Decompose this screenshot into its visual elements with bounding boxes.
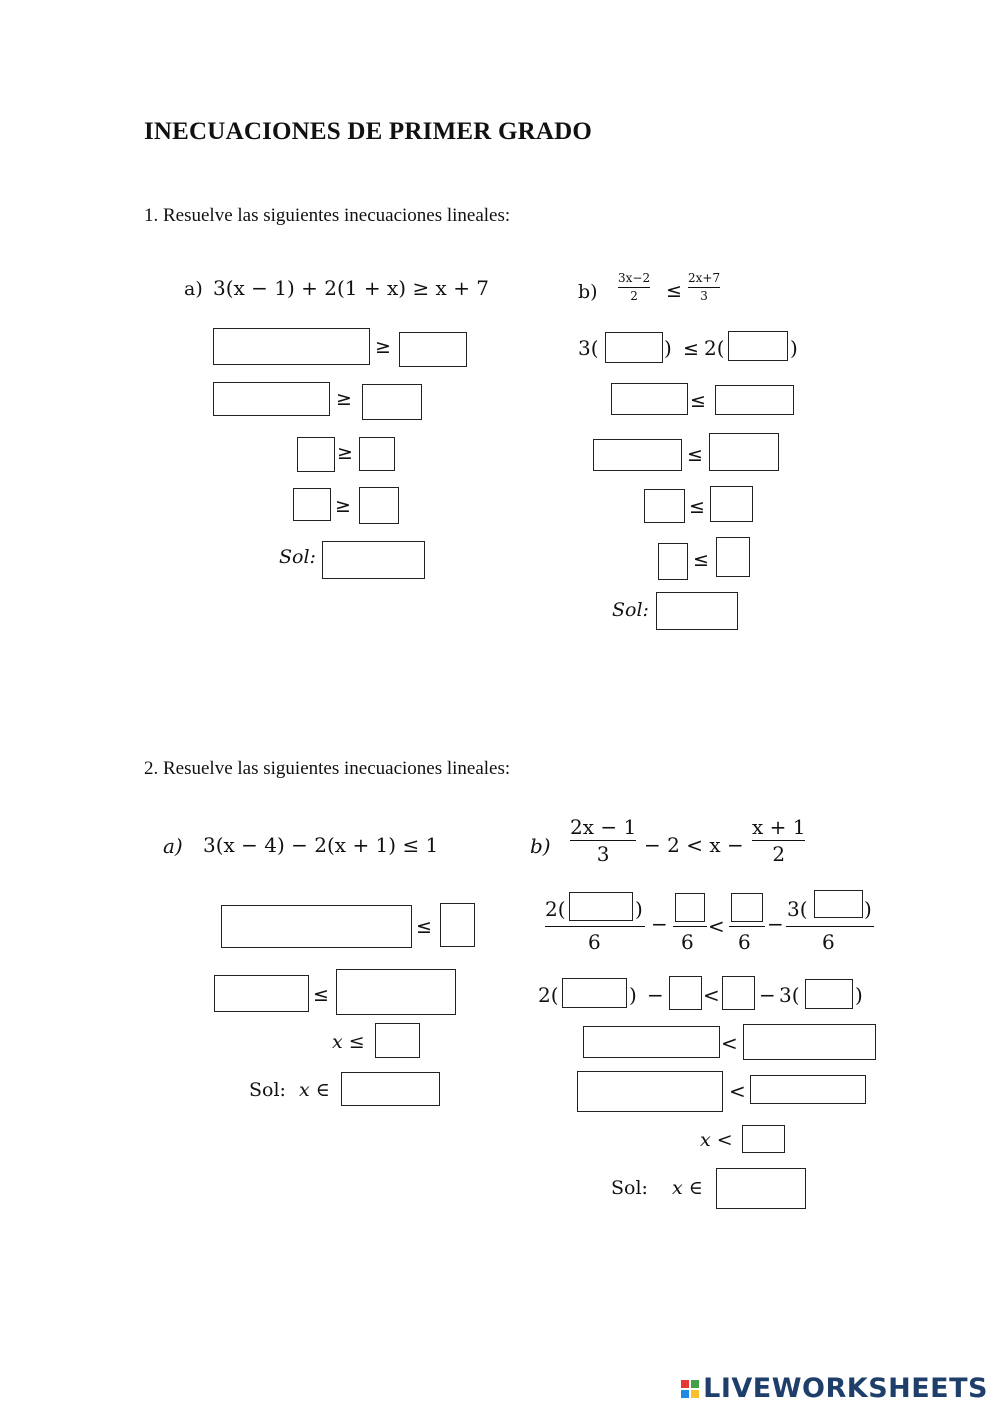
ex2b-solution-input[interactable]: [716, 1168, 806, 1209]
ex2b-step2-lt: <: [703, 983, 720, 1007]
ex1a-step3-rel: ≥: [337, 442, 353, 464]
ex1a-step3-left-input[interactable]: [297, 437, 335, 472]
ex2b-step3-right-input[interactable]: [743, 1024, 876, 1060]
ex2b-step2-input-4[interactable]: [805, 979, 853, 1009]
ex1b-rel: ≤: [666, 280, 682, 302]
ex2b-step2-minus-2: −: [759, 983, 776, 1007]
ex2b-label: b): [530, 834, 551, 858]
ex2a-step2-right-input[interactable]: [336, 969, 456, 1015]
ex1a-step2-left-input[interactable]: [213, 382, 330, 416]
ex2b-x-in: x ∈: [672, 1177, 703, 1199]
ex1b-label: b): [578, 281, 598, 303]
ex1a-label: a): [184, 278, 203, 300]
ex2b-step1-minus-2: −: [767, 912, 784, 936]
ex2a-step1-left-input[interactable]: [221, 905, 412, 948]
ex2b-middle-terms: − 2 < x −: [644, 833, 744, 857]
ex2b-step1-input-4[interactable]: [814, 890, 863, 918]
ex1b-step3-right-input[interactable]: [709, 433, 779, 471]
ex2b-step1-bar-4: [786, 926, 874, 927]
ex2b-step1-den-2: 6: [681, 930, 694, 954]
ex1a-equation: 3(x − 1) + 2(1 + x) ≥ x + 7: [213, 276, 490, 300]
page-title: INECUACIONES DE PRIMER GRADO: [144, 118, 592, 145]
ex1b-step4-right-input[interactable]: [710, 486, 753, 522]
ex2b-sol-label: Sol:: [611, 1177, 648, 1199]
ex2b-step1-close-1: ): [635, 897, 643, 921]
ex1b-right-fraction: 2x+7 3: [688, 271, 721, 304]
ex1a-step4-right-input[interactable]: [359, 487, 399, 524]
ex2b-step1-coef-2: 2(: [545, 897, 566, 921]
exercise-2-instruction: 2. Resuelve las siguientes inecuaciones lineales:: [144, 758, 511, 779]
ex2b-step1-close-4: ): [864, 897, 872, 921]
ex2b-fraction-1: 2x − 1 3: [570, 815, 637, 866]
ex2b-step5-input[interactable]: [742, 1125, 785, 1153]
ex1b-step3-rel: ≤: [687, 444, 703, 466]
ex1a-step2-right-input[interactable]: [362, 384, 422, 420]
ex2b-step1-bar-1: [545, 926, 645, 927]
ex2a-sol-label: Sol:: [249, 1079, 286, 1101]
ex1b-left-fraction: 3x−2 2: [618, 271, 651, 304]
ex2b-step2-close-4: ): [855, 983, 863, 1007]
liveworksheets-wordmark: LIVEWORKSHEETS: [703, 1373, 988, 1404]
ex2b-step2-input-1[interactable]: [562, 978, 627, 1008]
ex2a-label: a): [163, 834, 183, 858]
ex2b-step1-den-1: 6: [588, 930, 601, 954]
ex2b-step1-input-2[interactable]: [675, 893, 705, 922]
ex2b-step1-bar-3: [729, 926, 765, 927]
ex2b-step1-den-4: 6: [822, 930, 835, 954]
ex2b-step1-bar-2: [673, 926, 707, 927]
liveworksheets-logo[interactable]: [681, 1373, 988, 1404]
ex2a-step3-input[interactable]: [375, 1023, 420, 1058]
ex2b-step1-input-3[interactable]: [731, 893, 763, 922]
ex1b-step2-right-input[interactable]: [715, 385, 794, 415]
ex2b-step4-lt: <: [729, 1079, 746, 1103]
ex1a-step1-left-input[interactable]: [213, 328, 370, 365]
ex1b-step1-close-right: ): [790, 336, 798, 360]
ex1b-step1-coef-left: 3(: [578, 336, 599, 360]
ex2b-step2-coef-3: 3(: [779, 983, 800, 1007]
ex1b-step1-coef-right: 2(: [704, 336, 725, 360]
liveworksheets-mark-icon: [681, 1380, 699, 1398]
ex1b-step1-left-input[interactable]: [605, 332, 663, 363]
ex2b-step1-lt: <: [708, 914, 725, 938]
ex2a-x-in: x ∈: [299, 1079, 330, 1101]
ex2b-step4-right-input[interactable]: [750, 1075, 866, 1104]
ex1b-step3-left-input[interactable]: [593, 439, 682, 471]
ex2a-step1-right-input[interactable]: [440, 903, 475, 947]
ex1a-step4-left-input[interactable]: [293, 488, 331, 521]
exercise-1-instruction: 1. Resuelve las siguientes inecuaciones lineales:: [144, 205, 511, 226]
ex2b-step2-coef-2: 2(: [538, 983, 559, 1007]
ex2a-step2-left-input[interactable]: [214, 975, 309, 1012]
ex2a-x-le: x ≤: [332, 1031, 365, 1053]
ex1b-sol-label: Sol:: [612, 599, 649, 621]
ex1b-step4-left-input[interactable]: [644, 489, 685, 523]
ex2b-step2-close-1: ): [629, 983, 637, 1007]
ex1b-step1-right-input[interactable]: [728, 331, 788, 361]
ex2a-step2-rel: ≤: [313, 984, 329, 1006]
ex1b-step5-rel: ≤: [693, 549, 709, 571]
ex1b-step4-rel: ≤: [689, 496, 705, 518]
ex1a-step3-right-input[interactable]: [359, 437, 395, 471]
ex1b-step1-rel: ≤: [683, 338, 699, 360]
ex1b-step2-rel: ≤: [690, 390, 706, 412]
ex1a-sol-label: Sol:: [279, 546, 316, 568]
ex2b-step3-lt: <: [721, 1031, 738, 1055]
ex2b-step2-minus-1: −: [647, 983, 664, 1007]
ex2b-step2-input-2[interactable]: [669, 976, 702, 1010]
ex2b-step2-input-3[interactable]: [722, 976, 755, 1010]
ex1a-step2-rel: ≥: [336, 388, 352, 410]
ex2b-step1-minus-1: −: [651, 912, 668, 936]
ex1b-step5-left-input[interactable]: [658, 543, 688, 580]
ex1a-step1-right-input[interactable]: [399, 332, 467, 367]
ex2b-x-lt: x <: [700, 1129, 733, 1151]
ex2b-step4-left-input[interactable]: [577, 1071, 723, 1112]
ex2a-solution-input[interactable]: [341, 1072, 440, 1106]
ex2a-equation: 3(x − 4) − 2(x + 1) ≤ 1: [203, 833, 439, 857]
ex1b-step2-left-input[interactable]: [611, 383, 688, 415]
ex1b-step5-right-input[interactable]: [716, 537, 750, 577]
ex2b-step1-input-1[interactable]: [569, 892, 633, 921]
ex2b-step1-den-3: 6: [738, 930, 751, 954]
ex1b-step1-close-left: ): [664, 336, 672, 360]
ex1b-solution-input[interactable]: [656, 592, 738, 630]
ex2a-step1-rel: ≤: [416, 916, 432, 938]
ex2b-step3-left-input[interactable]: [583, 1026, 720, 1058]
ex1a-step1-rel: ≥: [375, 336, 391, 358]
ex2b-step1-coef-3: 3(: [787, 897, 808, 921]
ex1a-step4-rel: ≥: [335, 495, 351, 517]
ex1a-solution-input[interactable]: [322, 541, 425, 579]
ex2b-fraction-2: x + 1 2: [752, 815, 806, 866]
